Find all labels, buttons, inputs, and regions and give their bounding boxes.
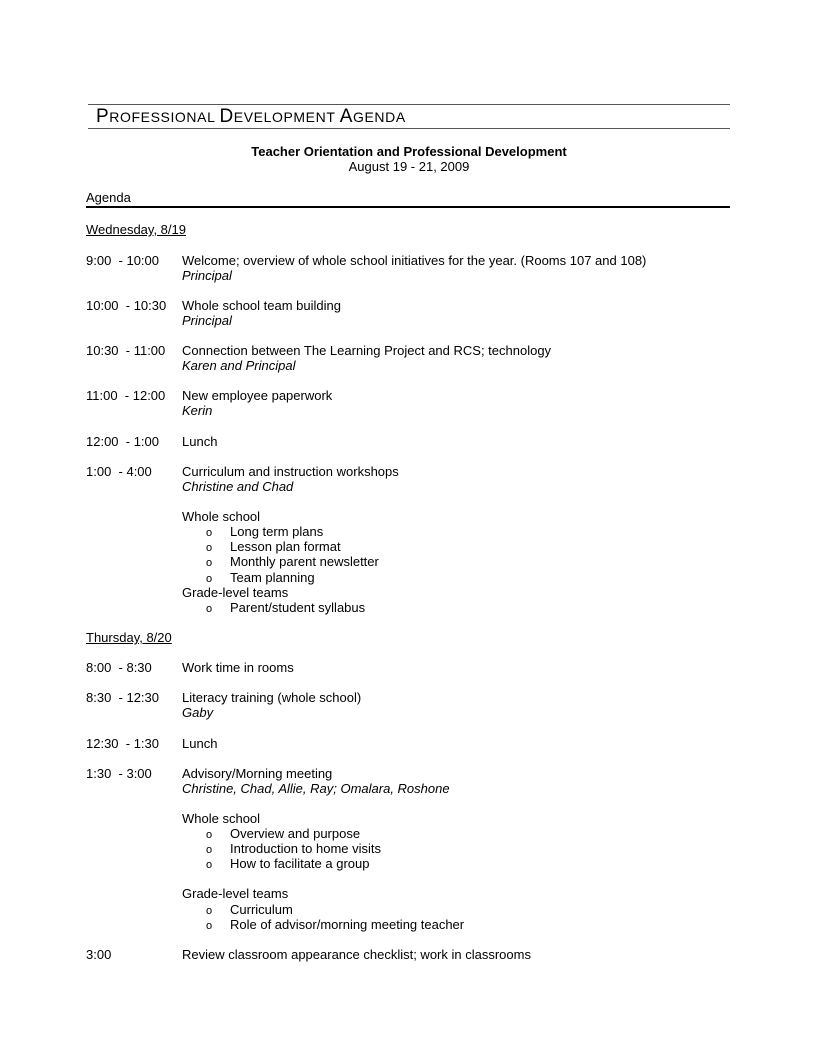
bullet-text: Monthly parent newsletter [230, 554, 379, 569]
title-bottom-rule [88, 128, 730, 129]
title-word-1: ROFESSIONAL [109, 109, 215, 125]
item-presenter: Principal [182, 313, 232, 328]
item-description: Whole school team building [182, 298, 341, 313]
bullet-mark: o [206, 859, 213, 871]
item-time: 10:30 - 11:00 [86, 343, 166, 358]
title-initial-2: D [219, 106, 234, 127]
item-time: 1:30 - 3:00 [86, 766, 152, 781]
group-heading: Grade-level teams [182, 585, 289, 600]
item-presenter: Principal [182, 268, 232, 283]
bullet-mark: o [206, 527, 213, 539]
title-initial-1: P [96, 106, 110, 127]
item-presenter: Gaby [182, 705, 214, 720]
agenda-divider [86, 206, 730, 208]
title-word-3: GENDA [353, 109, 406, 125]
item-presenter: Karen and Principal [182, 358, 296, 373]
item-presenter: Christine and Chad [182, 479, 294, 494]
bullet-text: Introduction to home visits [230, 841, 382, 856]
item-description: Literacy training (whole school) [182, 690, 362, 705]
bullet-item [206, 856, 369, 873]
bullet-text: Parent/student syllabus [230, 600, 366, 615]
item-time: 12:00 - 1:00 [86, 434, 159, 449]
item-description: Review classroom appearance checklist; work in classrooms [182, 947, 531, 962]
bullet-text: Lesson plan format [230, 539, 341, 554]
item-description: Lunch [182, 434, 218, 449]
bullet-text: Team planning [230, 570, 315, 585]
bullet-item [206, 554, 379, 571]
item-description: Curriculum and instruction workshops [182, 464, 399, 479]
item-description: Lunch [182, 736, 218, 751]
item-time: 3:00 [86, 947, 112, 962]
bullet-mark: o [206, 603, 213, 615]
item-time: 1:00 - 4:00 [86, 464, 152, 479]
title-word-2: EVELOPMENT [233, 109, 336, 125]
day-heading: Wednesday, 8/19 [86, 222, 186, 237]
item-description: Connection between The Learning Project and RCS; technology [182, 343, 552, 358]
bullet-mark: o [206, 829, 213, 841]
group-heading: Whole school [182, 509, 261, 524]
page-title [88, 105, 730, 128]
bullet-text: Role of advisor/morning meeting teacher [230, 917, 465, 932]
bullet-item [206, 917, 464, 934]
bullet-mark: o [206, 542, 213, 554]
item-presenter: Kerin [182, 403, 213, 418]
date-range: August 19 - 21, 2009 [348, 159, 470, 174]
bullet-mark: o [206, 905, 213, 917]
item-description: Welcome; overview of whole school initiatives for the year. (Rooms 107 and 108) [182, 253, 647, 268]
title-block [88, 104, 730, 129]
item-description: Work time in rooms [182, 660, 294, 675]
bullet-text: Curriculum [230, 902, 293, 917]
item-time: 8:00 - 8:30 [86, 660, 152, 675]
bullet-mark: o [206, 573, 213, 585]
item-time: 9:00 - 10:00 [86, 253, 159, 268]
subtitle: Teacher Orientation and Professional Development [251, 144, 567, 159]
bullet-mark: o [206, 557, 213, 569]
day-heading: Thursday, 8/20 [86, 630, 172, 645]
bullet-text: Long term plans [230, 524, 324, 539]
item-description: New employee paperwork [182, 388, 333, 403]
group-heading: Grade-level teams [182, 886, 289, 901]
agenda-label: Agenda [86, 190, 131, 205]
bullet-mark: o [206, 844, 213, 856]
bullet-text: Overview and purpose [230, 826, 361, 841]
item-time: 10:00 - 10:30 [86, 298, 167, 313]
item-time: 11:00 - 12:00 [86, 388, 166, 403]
group-heading: Whole school [182, 811, 261, 826]
item-time: 8:30 - 12:30 [86, 690, 159, 705]
bullet-text: How to facilitate a group [230, 856, 370, 871]
item-time: 12:30 - 1:30 [86, 736, 159, 751]
title-initial-3: A [339, 106, 353, 127]
bullet-mark: o [206, 920, 213, 932]
item-presenter: Christine, Chad, Allie, Ray; Omalara, Roshone [182, 781, 450, 796]
item-description: Advisory/Morning meeting [182, 766, 333, 781]
bullet-item [206, 600, 365, 617]
